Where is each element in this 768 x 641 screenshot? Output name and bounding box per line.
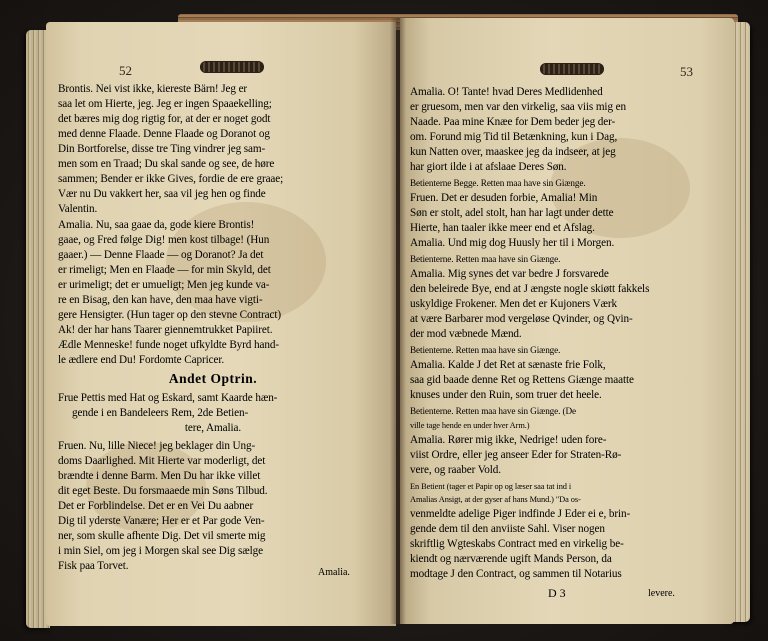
text-line: Amalia. Mig synes det var bedre J forsvarede — [410, 268, 609, 280]
stage-direction: gende i en Bandeleers Rem, 2de Betien- — [72, 407, 249, 419]
text-line: gende dem til den anviiste Sahl. Viser nogen — [410, 523, 605, 535]
catchword: levere. — [648, 588, 675, 599]
text-line: Valentin. — [58, 203, 98, 215]
section-heading: Andet Optrin. — [168, 371, 258, 386]
text-line: med denne Flaade. Denne Flaade og Doranot og — [58, 128, 270, 140]
text-line: i min Siel, om jeg i Morgen skal see Dig sælge — [58, 545, 263, 557]
text-line: gaae, og Fred følge Dig! men kost tilbage! (Hun — [58, 234, 270, 246]
text-line: ville tage hende en under hver Arm.) — [410, 421, 530, 430]
text-line: dit eget Beste. Du forsmaaede min Søns Tilbud. — [58, 485, 268, 497]
text-line: Fruen. Det er desuden forbie, Amalia! Min — [410, 192, 598, 204]
text-line: Din Bortforelse, disse tre Ting vindrer jeg sam- — [58, 143, 266, 155]
text-line: venmeldte adelige Piger indfinde J Eder ei e, brin- — [410, 508, 631, 520]
text-line: gere Hensigter. (Hun tager op den stevne Contract) — [58, 309, 282, 321]
page-number: 53 — [680, 64, 693, 79]
text-line: er urimeligt; det er umueligt; Men jeg kunde va- — [58, 279, 270, 291]
text-line: knuses under den Ruin, som truer det heele. — [410, 389, 602, 401]
text-line: viist Ordre, eller jeg anseer Eder for Straten-Rø- — [410, 449, 622, 461]
stage-direction: tere, Amalia. — [184, 422, 242, 434]
text-line: Hierte, han taaler ikke meer end et Afslag. — [410, 222, 595, 234]
text-line: Fisk paa Torvet. — [58, 560, 129, 572]
text-line: uskyldige Frokener. Men det er Kujoners Værk — [410, 298, 617, 310]
text-line: En Betient (tager et Papir op og læser saa tat ind i — [410, 482, 572, 491]
text-line: kiendt og nærværende ugift Mands Person, da — [410, 553, 612, 565]
text-line: re en Bisag, den kan have, den maa have vigti- — [58, 294, 263, 306]
text-line: ner, som skulle afhente Dig. Det vil smerte mig — [58, 530, 266, 542]
text-line: Vær nu Du vakkert her, saa vil jeg hen og finde — [58, 188, 266, 200]
text-line: det bæres mig dog rigtig for, at der er noget godt — [58, 113, 271, 125]
text-line: er rimeligt; Men en Flaade — for min Skyld, det — [58, 264, 271, 276]
text-line: Det er Forblindelse. Det er en Vei Du aabner — [58, 500, 254, 512]
stage-direction: Frue Pettis med Hat og Eskard, samt Kaarde hæn- — [58, 392, 278, 404]
text-line: Amalia. Kalde J det Ret at sænaste frie Folk, — [410, 359, 606, 371]
text-line: at være Barbarer mod vergeløse Qvinder, og Qvin- — [410, 313, 633, 325]
text-line: Dig til yderste Vanære; Her er et Par gode Ven- — [58, 515, 265, 527]
text-line: er gruesom, men var den virkelig, saa viis mig en — [410, 101, 626, 113]
page-number: 52 — [119, 63, 132, 78]
text-line: Ak! der har hans Taarer giennemtrukket Papiiret. — [58, 324, 273, 336]
text-line: Betienterne Begge. Retten maa have sin Giænge. — [410, 178, 586, 188]
text-line: brændte i denne Barm. Men Du har ikke villet — [58, 470, 261, 482]
signature-mark: D 3 — [548, 586, 566, 600]
text-line: Naade. Paa mine Knæe for Dem beder jeg der- — [410, 116, 616, 128]
text-line: Brontis. Nei vist ikke, kiereste Bärn! Jeg er — [58, 83, 248, 95]
ornament-icon — [540, 63, 604, 75]
text-line: Amalia. Und mig dog Huusly her til i Morgen. — [410, 237, 615, 249]
text-line: Amalia. Rører mig ikke, Nedrige! uden fore- — [410, 434, 607, 446]
text-line: gaaer.) — Denne Flaade — og Doranot? Ja det — [58, 249, 264, 261]
book-gutter — [390, 18, 406, 624]
text-line: saa let om Hierte, jeg. Jeg er ingen Spaaekelling; — [58, 98, 272, 110]
text-line: doms Daarlighed. Mit Hierte var moderligt, det — [58, 455, 266, 467]
text-line: sammen; Bender er ikke Gives, fordie de ere graae; — [58, 173, 284, 185]
ornament-icon — [200, 61, 264, 73]
text-line: Søn er stolt, adel stolt, han har lagt under dette — [410, 207, 614, 219]
text-line: vere, og raaber Vold. — [410, 464, 501, 476]
text-line: den beleirede Bye, end at J ængste nogle skiøtt fakkels — [410, 283, 650, 295]
text-line: Betienterne. Retten maa have sin Giænge. (De — [410, 406, 577, 416]
text-line: om. Forund mig Tid til Betænkning, kun i Dag, — [410, 131, 618, 143]
text-line: har giort ilde i at afslaae Deres Søn. — [410, 161, 567, 173]
text-line: Fruen. Nu, lille Niece! jeg beklager din Ung- — [58, 440, 256, 452]
text-line: Amalia. O! Tante! hvad Deres Medlidenhed — [410, 86, 603, 98]
text-line: Ædle Menneske! funde noget ufkyldte Byrd hand- — [58, 339, 279, 351]
text-line: modtage J den Contract, og sammen til Notarius — [410, 568, 622, 580]
text-line: Amalias Ansigt, at der gyser af hans Mund.) "Da os- — [410, 495, 581, 504]
text-line: Betienterne. Retten maa have sin Giænge. — [410, 345, 561, 355]
text-line: Amalia. Nu, saa gaae da, gode kiere Brontis! — [58, 219, 255, 231]
text-line: saa gid baade denne Ret og Rettens Giænge maatte — [410, 374, 634, 386]
text-line: der mod væbnede Mænd. — [410, 328, 522, 340]
catchword: Amalia. — [318, 567, 350, 578]
text-line: Betienterne. Retten maa have sin Giænge. — [410, 254, 561, 264]
text-line: men som en Traad; Du skal sande og see, de høre — [58, 158, 275, 170]
text-line: kun Natten over, maaskee jeg da indseer, at jeg — [410, 146, 616, 158]
text-line: le ædlere end Du! Fordomte Capricer. — [58, 354, 225, 366]
text-line: skriftlig Wgteskabs Contract med en virkelig be- — [410, 538, 624, 550]
